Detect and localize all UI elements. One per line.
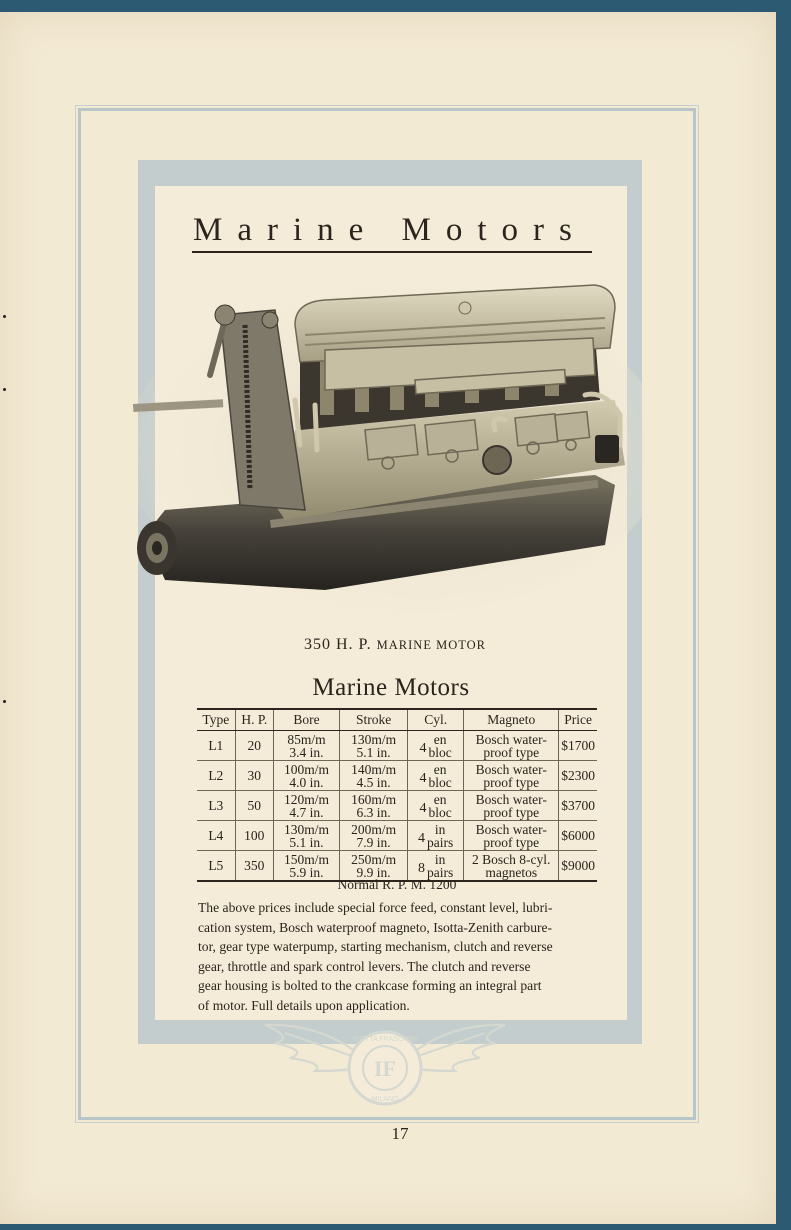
cell-bore	[273, 761, 339, 791]
stroke-inches: 7.9 in.	[356, 834, 391, 850]
cyl-arrangement-2: pairs	[427, 834, 454, 850]
cyl-arrangement-1: in	[434, 821, 446, 837]
cell-hp: 350	[235, 851, 273, 882]
bore-metric: 150m/m	[283, 851, 329, 867]
cell-hp: 30	[235, 761, 273, 791]
cyl-arrangement-1: en	[433, 731, 447, 747]
col-hp: H. P.	[235, 709, 273, 731]
cell-price: $1700	[559, 731, 597, 761]
paragraph-line: The above prices include special force feed, constant level, lubri-	[198, 900, 553, 915]
magneto-line-1: Bosch water-	[475, 821, 547, 837]
engine-photo	[125, 280, 645, 620]
cell-cyl	[408, 821, 464, 851]
stroke-metric: 130m/m	[351, 731, 397, 747]
col-stroke: Stroke	[340, 709, 408, 731]
cyl-count: 4	[419, 771, 427, 786]
bore-inches: 5.9 in.	[289, 864, 324, 880]
stroke-inches: 5.1 in.	[356, 744, 391, 760]
cell-stroke	[340, 791, 408, 821]
cell-stroke	[340, 821, 408, 851]
stroke-metric: 140m/m	[351, 761, 397, 777]
cell-cyl	[408, 731, 464, 761]
stroke-inches: 4.5 in.	[356, 774, 391, 790]
cell-magneto	[464, 731, 559, 761]
title-underline	[192, 251, 592, 253]
cell-stroke	[340, 731, 408, 761]
cyl-count: 4	[418, 831, 426, 846]
col-cyl: Cyl.	[408, 709, 464, 731]
magneto-line-1: Bosch water-	[475, 731, 547, 747]
cyl-arrangement-2: bloc	[428, 774, 452, 790]
table-row	[197, 791, 597, 821]
bore-metric: 100m/m	[283, 761, 329, 777]
cyl-count: 4	[419, 801, 427, 816]
cell-bore	[273, 731, 339, 761]
logo-ring-text: ISOTTA FRASCHINI	[352, 1036, 418, 1043]
bore-inches: 4.0 in.	[289, 774, 324, 790]
paragraph-line: tor, gear type waterpump, starting mechanism, clutch and reverse	[198, 939, 553, 954]
magneto-line-1: Bosch water-	[475, 761, 547, 777]
magneto-line-2: proof type	[483, 834, 540, 850]
bore-inches: 5.1 in.	[289, 834, 324, 850]
rpm-note: Normal R. P. M. 1200	[337, 877, 457, 892]
cyl-arrangement-1: en	[433, 791, 447, 807]
cell-price: $9000	[559, 851, 597, 882]
stroke-metric: 160m/m	[351, 791, 397, 807]
cell-magneto	[464, 821, 559, 851]
bore-inches: 3.4 in.	[289, 744, 324, 760]
caption-text: 350 H. P.	[303, 636, 377, 653]
cell-bore	[273, 791, 339, 821]
bore-metric: 120m/m	[283, 791, 329, 807]
cell-type: L2	[197, 761, 235, 791]
cell-hp: 100	[235, 821, 273, 851]
cyl-arrangement-2: bloc	[428, 744, 452, 760]
col-magneto: Magneto	[464, 709, 559, 731]
magneto-line-2: proof type	[483, 804, 540, 820]
cell-type: L5	[197, 851, 235, 882]
cyl-arrangement-1: en	[433, 761, 447, 777]
cell-price: $3700	[559, 791, 597, 821]
binding-hole	[3, 388, 6, 391]
cell-stroke	[340, 761, 408, 791]
magneto-line-1: Bosch water-	[475, 791, 547, 807]
cell-cyl	[408, 761, 464, 791]
bore-metric: 85m/m	[287, 731, 326, 747]
table-title: Marine Motors	[312, 674, 470, 701]
col-bore: Bore	[273, 709, 339, 731]
cell-bore	[273, 821, 339, 851]
cyl-arrangement-2: pairs	[427, 864, 454, 880]
magneto-line-2: proof type	[483, 774, 540, 790]
magneto-line-2: magnetos	[485, 864, 538, 880]
cyl-count: 4	[419, 741, 427, 756]
cell-type: L1	[197, 731, 235, 761]
isotta-fraschini-logo	[255, 1013, 515, 1111]
logo-city-text: MILANO	[371, 1096, 399, 1103]
specification-table	[197, 708, 597, 882]
cell-cyl	[408, 791, 464, 821]
caption-smallcaps: MARINE MOTOR	[376, 638, 487, 652]
magneto-line-2: proof type	[483, 744, 540, 760]
cyl-count: 8	[418, 861, 426, 876]
cell-price: $2300	[559, 761, 597, 791]
marine-engine-illustration	[125, 280, 645, 620]
cell-magneto	[464, 791, 559, 821]
cell-magneto	[464, 761, 559, 791]
cyl-arrangement-2: bloc	[428, 804, 452, 820]
paragraph-line: gear, throttle and spark control levers. The clutch and reverse	[198, 958, 531, 974]
table-row	[197, 761, 597, 791]
binding-hole	[3, 700, 6, 703]
photo-caption	[130, 636, 660, 654]
bore-metric: 130m/m	[283, 821, 329, 837]
binding-hole	[3, 315, 6, 318]
table-row	[197, 821, 597, 851]
cell-hp: 20	[235, 731, 273, 761]
logo-letters: IF	[374, 1056, 396, 1081]
cell-hp: 50	[235, 791, 273, 821]
table-row	[197, 731, 597, 761]
paragraph-line: cation system, Bosch waterproof magneto, Isotta-Zenith carbure-	[198, 919, 553, 935]
page-number: 17	[391, 1124, 409, 1143]
stroke-metric: 200m/m	[351, 821, 397, 837]
paragraph-line: of motor. Full details upon application.	[198, 997, 410, 1013]
table-header-row	[197, 709, 597, 731]
winged-logo-emblem	[255, 1013, 515, 1111]
cell-type: L3	[197, 791, 235, 821]
col-type: Type	[197, 709, 235, 731]
stroke-inches: 9.9 in.	[356, 864, 391, 880]
bore-inches: 4.7 in.	[289, 804, 324, 820]
cell-price: $6000	[559, 821, 597, 851]
col-price: Price	[559, 709, 597, 731]
paragraph-line: gear housing is bolted to the crankcase forming an integral part	[198, 978, 542, 993]
page-title: Marine Motors	[193, 212, 587, 248]
stroke-inches: 6.3 in.	[356, 804, 391, 820]
cell-type: L4	[197, 821, 235, 851]
description-paragraph	[198, 898, 610, 1015]
cyl-arrangement-1: in	[434, 851, 446, 867]
magneto-line-1: 2 Bosch 8-cyl.	[472, 851, 551, 867]
stroke-metric: 250m/m	[351, 851, 397, 867]
